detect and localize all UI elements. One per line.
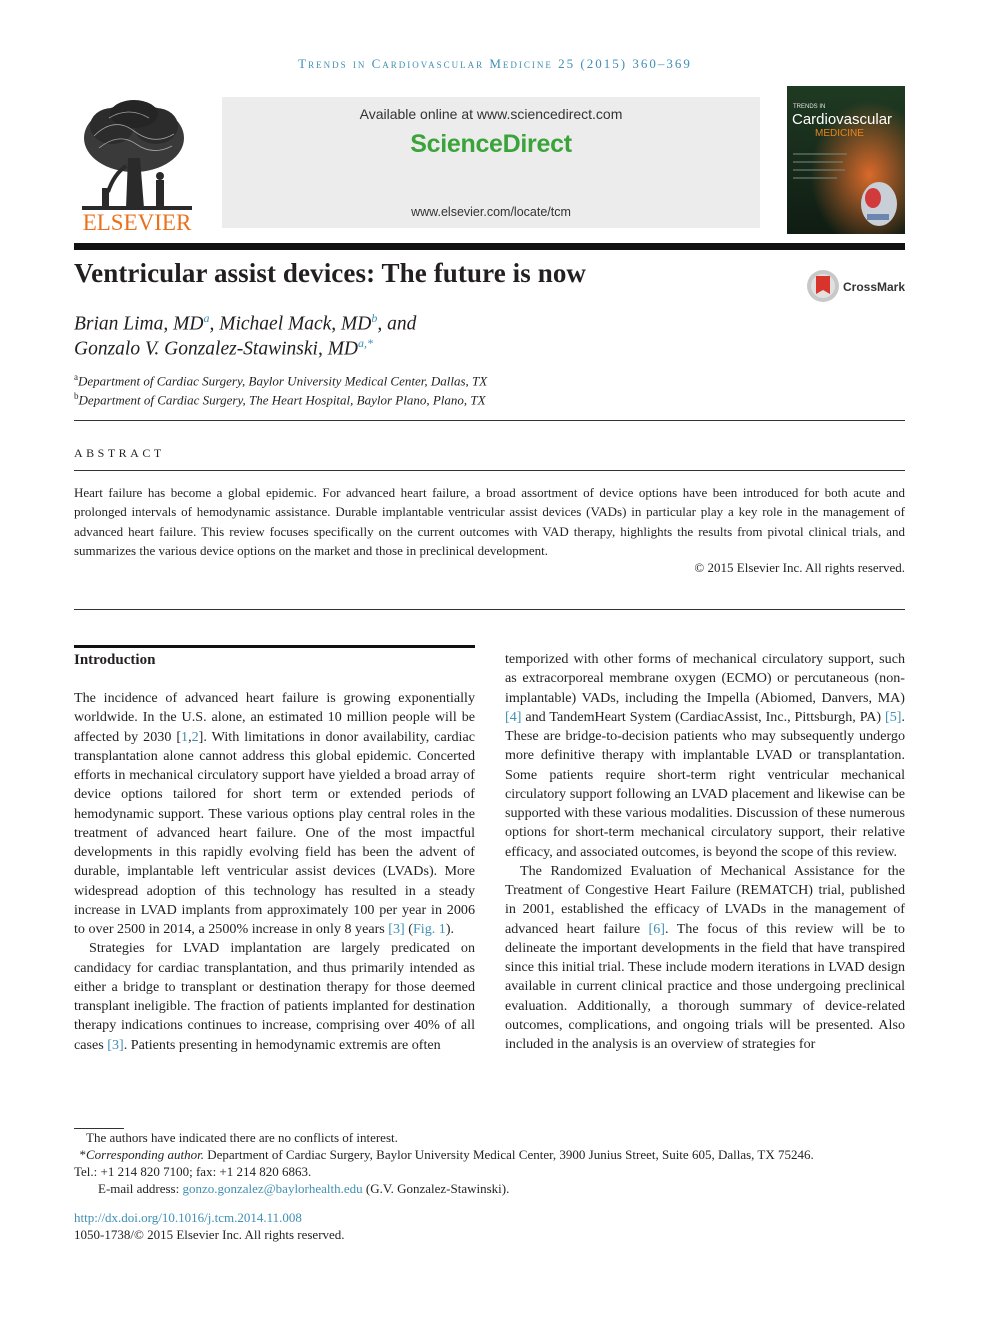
paragraph — [505, 862, 905, 1055]
reference-link[interactable]: Fig. 1 — [412, 921, 446, 937]
journal-cover-icon — [787, 86, 905, 234]
corresponding-author-footnote — [74, 1147, 905, 1163]
paragraph — [74, 689, 475, 939]
crossmark-icon — [806, 268, 906, 304]
abstract-heading: ABSTRACT — [74, 446, 165, 460]
paragraph-text: Strategies for LVAD implantation are largely predicated on candidacy for cardiac transplantation, and thus primarily intended as either a bridge to transplant or destination therapy for those deemed transplant ineligible. The fraction of patients implanted for destination therapy indications continues to increase, comprising over 40% of all cases — [74, 940, 475, 1053]
journal-cover[interactable] — [787, 86, 905, 234]
available-online-text[interactable]: Available online at www.sciencedirect.com — [359, 106, 623, 122]
conflicts-footnote: The authors have indicated there are no conflicts of interest. — [86, 1130, 398, 1145]
paragraph-text: ]. With limitations in donor availability, cardiac transplantation alone cannot address this global epidemic. Concerted efforts in mechanical circulatory support have yielded a broad array of device options tailored for short term or extended periods of hemodynamic support. These various options play central roles in the treatment of advanced heart failure. One of the most impactful developments in this rapidly evolving field has been the advent of durable, implantable left ventricular assist devices (LVADs). More widespread adoption of this technology has resulted in a steady increase in LVAD implants from approximately 100 per year in 2006 to over 2500 in 2014, a 2500% increase in only 8 years — [74, 728, 475, 937]
elsevier-logo[interactable] — [74, 96, 200, 236]
left-column — [74, 689, 475, 1055]
elsevier-tree-icon — [74, 96, 200, 236]
phone-footnote: Tel.: +1 214 820 7100; fax: +1 214 820 6863. — [74, 1164, 312, 1179]
author-affiliation-marker[interactable]: a — [203, 311, 210, 325]
corresponding-label: Corresponding author. — [86, 1147, 204, 1162]
reference-link[interactable]: [6] — [648, 920, 665, 937]
reference-link[interactable]: [3] — [388, 921, 405, 937]
doi-url[interactable]: http://dx.doi.org/10.1016/j.tcm.2014.11.008 — [74, 1210, 302, 1225]
affiliation-text: Department of Cardiac Surgery, Baylor University Medical Center, Dallas, TX — [78, 373, 488, 389]
article-title: Ventricular assist devices: The future is now — [74, 258, 587, 288]
sciencedirect-logo[interactable]: ScienceDirect — [410, 130, 572, 158]
section-rule — [74, 645, 475, 648]
paragraph-text: . The focus of this review will be to delineate the important developments in the field that have transpired since this initial trial. These include modern iterations in LVAD design available in current clinical practice and those undergoing preclinical evaluation. Additionally, a thorough summary of device-related outcomes, complications, and ongoing trials will be presented. Also included in the analysis is an overview of strategies for — [505, 920, 905, 1052]
email-footnote — [98, 1181, 509, 1197]
paragraph-text: . Patients presenting in hemodynamic extremis are often — [123, 1036, 441, 1053]
author-separator: , and — [377, 313, 417, 335]
header-divider — [74, 243, 905, 250]
reference-link[interactable]: [5] — [885, 708, 902, 725]
cover-title-top: TRENDS IN — [793, 104, 826, 110]
reference-link[interactable]: 2 — [191, 728, 199, 745]
reference-link[interactable]: [3] — [107, 1036, 124, 1053]
email-label: E-mail address: — [98, 1181, 183, 1196]
author-list-line-2 — [74, 336, 373, 361]
author-affiliation-marker[interactable]: b — [371, 311, 378, 325]
author-name[interactable]: Brian Lima, MD — [74, 313, 204, 335]
email-link[interactable]: gonzo.gonzalez@baylorhealth.edu — [182, 1181, 363, 1196]
doi-link[interactable] — [74, 1210, 302, 1226]
author-separator: , — [209, 313, 220, 335]
section-heading-introduction: Introduction — [74, 652, 156, 668]
cover-title-main: Cardiovascular — [792, 111, 893, 128]
journal-running-header: Trends in Cardiovascular Medicine 25 (2015) 360–369 — [298, 56, 692, 71]
cover-title-sub: MEDICINE — [815, 128, 864, 139]
affiliation-b — [74, 391, 486, 408]
paragraph — [74, 939, 475, 1055]
email-owner: (G.V. Gonzalez-Stawinski). — [362, 1181, 510, 1196]
abstract-copyright: © 2015 Elsevier Inc. All rights reserved. — [694, 560, 905, 575]
corresponding-address: Department of Cardiac Surgery, Baylor University Medical Center, 3900 Junius Street, Suite 605, Dallas, TX 75246. — [203, 1147, 814, 1162]
abstract-body: Heart failure has become a global epidemic. For advanced heart failure, a broad assortment of device options have been introduced for both acute and prolonged intervals of hemodynamic assistance. Durable implantable ventricular assist devices (VADs) in particular play a key role in the management of advanced heart failure. This review focuses specifically on the current outcomes with VAD therapy, highlights the results from pivotal clinical trials, and summarizes the various device options on the market and those in preclinical development. — [74, 485, 905, 559]
paragraph-text: and TandemHeart System (CardiacAssist, Inc., Pittsburgh, PA) — [521, 708, 886, 725]
footnote-rule — [74, 1128, 124, 1129]
abstract-heading-rule — [74, 470, 905, 471]
right-column — [505, 650, 905, 1054]
affiliation-marker: b — [74, 391, 79, 401]
abstract-bottom-rule — [74, 609, 905, 610]
reference-link[interactable]: [4] — [505, 708, 522, 725]
author-list-line-1 — [74, 311, 416, 336]
elsevier-wordmark: ELSEVIER — [82, 210, 192, 235]
paragraph-text: . These are bridge-to-decision patients who may subsequently undergo more definitive therapy with implantable LVAD or transplantation. Some patients require short-term right ventricular mechanical circulatory support following an LVAD placement and likewise can be supported with these various modalities. Discussion of these numerous options for short-term mechanical circulatory support, their relative efficacy, and associated outcomes, is beyond the scope of this review. — [505, 708, 905, 860]
footnote-star: * — [79, 1147, 86, 1162]
affiliation-marker: a — [74, 372, 78, 382]
paragraph-text: , — [188, 728, 192, 745]
crossmark-badge[interactable] — [806, 268, 906, 304]
issn-line: 1050-1738/© 2015 Elsevier Inc. All rights reserved. — [74, 1227, 345, 1242]
paragraph-text: ). — [445, 921, 455, 937]
paragraph-text: The incidence of advanced heart failure is growing exponentially worldwide. In the U.S. alone, an estimated 10 million people will be affected by 2030 [ — [74, 690, 475, 745]
author-name[interactable]: Michael Mack, MD — [219, 313, 372, 335]
crossmark-label: CrossMark — [843, 280, 906, 294]
author-name[interactable]: Gonzalo V. Gonzalez-Stawinski, MD — [74, 338, 359, 360]
affiliation-a — [74, 372, 487, 389]
author-affiliation-marker[interactable]: a,* — [358, 336, 374, 350]
paragraph-text: The Randomized Evaluation of Mechanical Assistance for the Treatment of Congestive Heart Failure (REMATCH) trial, published in 2001, established the efficacy of LVADs in the management of advanced heart failure — [505, 862, 905, 937]
paragraph — [505, 650, 905, 862]
affiliation-text: Department of Cardiac Surgery, The Heart Hospital, Baylor Plano, Plano, TX — [78, 392, 486, 408]
paragraph-text: ( — [404, 921, 413, 937]
paragraph-text: temporized with other forms of mechanical circulatory support, such as extracorporeal membrane oxygen (ECMO) or percutaneous (non-implantable) VADs, including the Impella (Abiomed, Danvers, MA) — [505, 651, 905, 706]
abstract-top-rule — [74, 420, 905, 421]
reference-link[interactable]: 1 — [181, 728, 189, 745]
journal-url[interactable]: www.elsevier.com/locate/tcm — [411, 205, 571, 219]
